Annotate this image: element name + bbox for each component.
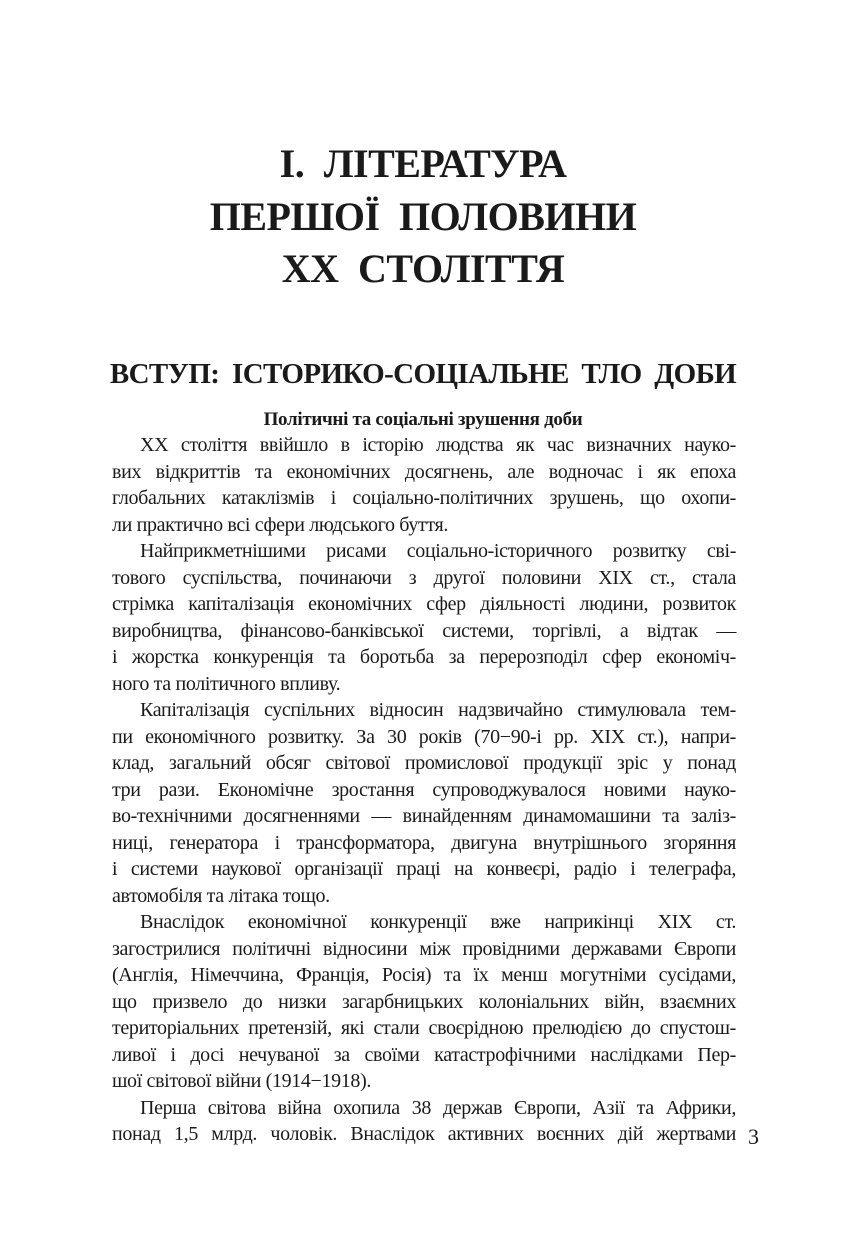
text-line: шої світової війни (1914−1918). bbox=[112, 1070, 372, 1092]
text-line: і жорстка конкуренція та боротьба за перерозподіл сфер економіч- bbox=[112, 646, 736, 668]
text-line: во-технічними досягненнями — винайденням динамомашини та заліз- bbox=[112, 805, 736, 827]
text-line: ливої і досі нечуваної за своїми катастрофічними наслідками Пер- bbox=[112, 1043, 736, 1066]
text-line: ного та політичного впливу. bbox=[112, 672, 341, 695]
subtitle: ВСТУП: ІСТОРИКО-СОЦІАЛЬНЕ ТЛО ДОБИ bbox=[109, 358, 737, 390]
text-line: Найприкметнішими рисами соціально-історичного розвитку сві- bbox=[140, 540, 736, 562]
text-line: ли практично всі сфери людського буття. bbox=[112, 513, 449, 536]
text-line: і системи наукової організації праці на конвеєрі, радіо і телеграфа, bbox=[112, 858, 736, 880]
text-line: три рази. Економічне зростання супроводжувалося новими науко- bbox=[112, 778, 736, 801]
body-text bbox=[112, 432, 736, 1148]
text-line: XX століття ввійшло в історію людства як час визначних науко- bbox=[140, 434, 736, 456]
section-heading: Політичні та соціальні зрушення доби bbox=[263, 409, 583, 430]
text-line: глобальних катаклізмів і соціально-політичних зрушень, що охопи- bbox=[112, 487, 736, 509]
text-line: Капіталізація суспільних відносин надзвичайно стимулювала тем- bbox=[140, 699, 736, 721]
text-line: клад, загальний обсяг світової промислової продукції зріс у понад bbox=[112, 752, 736, 774]
text-line: виробництва, фінансово-банківської системи, торгівлі, а відтак — bbox=[112, 619, 736, 642]
chapter-title-line-3: XX СТОЛІТТЯ bbox=[281, 246, 565, 291]
text-line: загострилися політичні відносини між провідними державами Європи bbox=[112, 937, 736, 960]
text-line: ниці, генератора і трансформатора, двигуна внутрішнього згоряння bbox=[112, 831, 736, 854]
chapter-title-line-2: ПЕРШОЇ ПОЛОВИНИ bbox=[209, 194, 637, 239]
text-line: що призвело до низки загарбницьких колоніальних війн, взаємних bbox=[112, 990, 736, 1013]
text-line: тового суспільства, починаючи з другої половини XIX ст., стала bbox=[112, 566, 736, 589]
text-line: (Англія, Німеччина, Франція, Росія) та їх менш могутніми сусідами, bbox=[112, 964, 736, 986]
text-line: стрімка капіталізація економічних сфер діяльності людини, розвиток bbox=[112, 593, 736, 615]
text-line: понад 1,5 млрд. чоловік. Внаслідок активних воєнних дій жертвами bbox=[112, 1123, 736, 1145]
text-line: Перша світова війна охопила 38 держав Європи, Азії та Африки, bbox=[140, 1096, 736, 1119]
text-line: Внаслідок економічної конкуренції вже наприкінці XIX ст. bbox=[140, 911, 736, 933]
text-line: територіальних претензій, які стали своєрідною прелюдією до спустош- bbox=[112, 1017, 736, 1039]
text-line: пи економічного розвитку. За 30 років (70−90-і рр. XIX ст.), напри- bbox=[112, 725, 736, 748]
text-line: автомобіля та літака тощо. bbox=[112, 884, 330, 907]
page-number: 3 bbox=[748, 1124, 759, 1149]
text-line: вих відкриттів та економічних досягнень, але водночас і як епоха bbox=[112, 460, 736, 483]
chapter-title-line-1: I. ЛІТЕРАТУРА bbox=[279, 141, 567, 186]
